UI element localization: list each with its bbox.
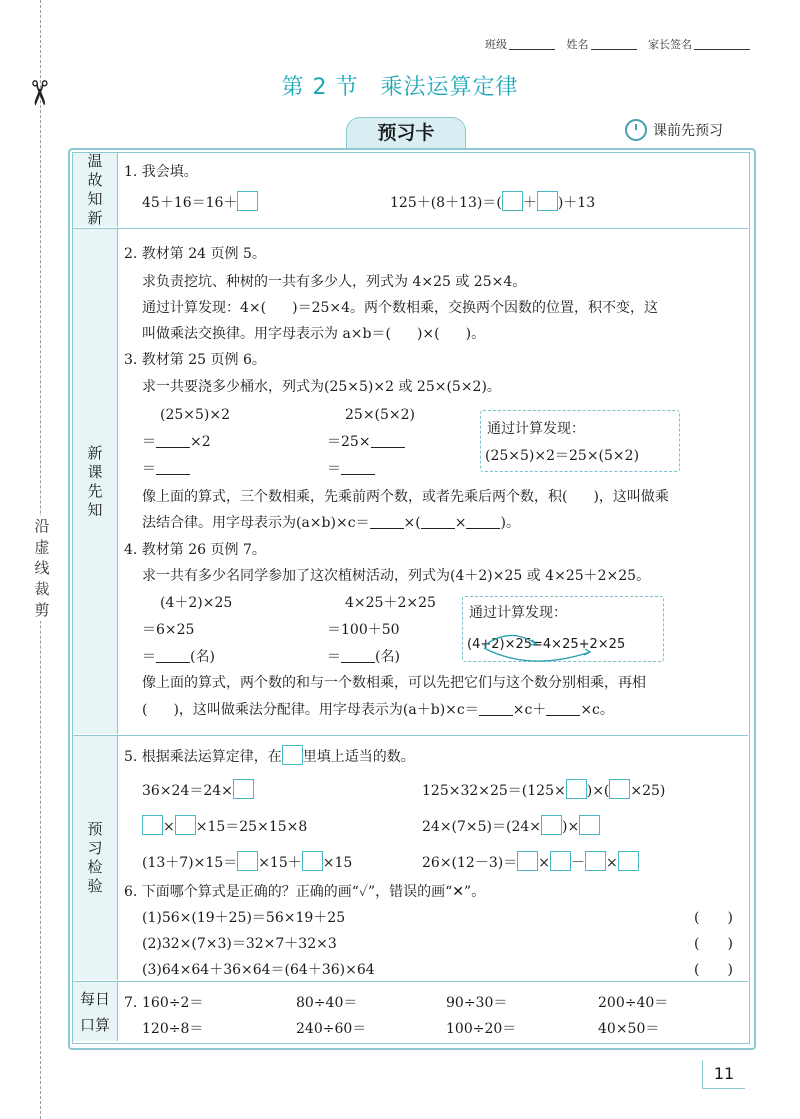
cut-label: 沿虚线裁剪 <box>34 517 50 619</box>
row-divider <box>73 735 748 736</box>
answer-box[interactable] <box>233 779 254 799</box>
answer-blank[interactable] <box>156 662 190 663</box>
q3-col1-r2: ＝ ×2 <box>142 434 211 450</box>
q4-col1-r2: ＝6×25 <box>142 622 195 638</box>
q6-item-1: (1)56×(19＋25)＝56×19＋25 <box>142 910 346 926</box>
q1-a: 45＋16＝16＋ <box>142 191 258 213</box>
answer-box[interactable] <box>237 191 258 211</box>
q3-col1-r1: (25×5)×2 <box>160 407 231 423</box>
page-number: 11 <box>702 1060 745 1089</box>
q2-title: 2. 教材第 24 页例 5。 <box>124 246 266 262</box>
q4-line2: 像上面的算式，两个数的和与一个数相乘，可以先把它们与这个数分别相乘，再相 <box>142 675 646 691</box>
q6-title: 6. 下面哪个算式是正确的？正确的画“✓”，错误的画“✕”。 <box>124 884 486 900</box>
answer-box[interactable] <box>541 815 562 835</box>
answer-box[interactable] <box>537 191 558 211</box>
answer-blank[interactable] <box>156 474 190 475</box>
q3-col2-r3: ＝ <box>327 459 375 479</box>
q7-r1-c4: 200÷40＝ <box>598 995 669 1011</box>
q4-discovery-box: 通过计算发现： (4+2)×25=4×25+2×25 <box>462 596 664 662</box>
q7-r2-c4: 40×50＝ <box>598 1021 660 1037</box>
row-divider <box>73 228 748 229</box>
sidebar-new: 新课先知 <box>73 229 118 734</box>
parent-signature-label: 家长签名 <box>648 38 692 51</box>
parent-signature-field[interactable] <box>694 49 750 50</box>
q4-col2-r1: 4×25＋2×25 <box>345 595 436 611</box>
sidebar-review: 温故知新 <box>73 153 118 227</box>
q2-line3: 叫做乘法交换律。用字母表示为 a×b＝( )×( )。 <box>142 326 486 342</box>
section-title: 第 2 节 乘法运算定律 <box>281 75 519 100</box>
q4-line3: ( )，这叫做乘法分配律。用字母表示为(a＋b)×c＝ ×c＋ ×c。 <box>142 702 614 718</box>
answer-box[interactable] <box>302 851 323 871</box>
q3-line2: 像上面的算式，三个数相乘，先乘前两个数，或者先乘后两个数，积( )，这叫做乘 <box>142 489 669 505</box>
q7-r1-c1: 160÷2＝ <box>142 995 204 1011</box>
q1-b: 125＋(8＋13)＝( ＋ )＋13 <box>390 191 595 213</box>
answer-box[interactable] <box>517 851 538 871</box>
q3-line1: 求一共要浇多少桶水，列式为(25×5)×2 或 25×(5×2)。 <box>142 379 501 395</box>
answer-box[interactable] <box>579 815 600 835</box>
answer-blank[interactable] <box>466 528 500 529</box>
q7-r1-c2: 80÷40＝ <box>296 995 358 1011</box>
answer-box[interactable] <box>550 851 571 871</box>
q4-title: 4. 教材第 26 页例 7。 <box>124 542 266 558</box>
q3-discovery-box: 通过计算发现： (25×5)×2＝25×(5×2) <box>480 410 680 472</box>
q7-r2-c3: 100÷20＝ <box>446 1021 517 1037</box>
q5-r2-right: 24×(7×5)＝(24× )× <box>422 815 600 837</box>
q4-col2-r2: ＝100＋50 <box>327 622 400 638</box>
q5-r3-right: 26×(12－3)＝ × － × <box>422 851 639 873</box>
row-divider <box>73 981 748 982</box>
scissors-icon: ✂ <box>18 78 59 108</box>
q5-r1-left: 36×24＝24× <box>142 779 254 801</box>
q5-r3-left: (13＋7)×15＝ ×15＋ ×15 <box>142 851 352 873</box>
answer-box[interactable] <box>175 815 196 835</box>
answer-box[interactable] <box>142 815 163 835</box>
q7-label: 7. <box>124 995 138 1011</box>
answer-blank[interactable] <box>156 447 190 448</box>
q5-r1-right: 125×32×25＝(125× )×( ×25) <box>422 779 665 801</box>
q4-line1: 求一共有多少名同学参加了这次植树活动，列式为(4＋2)×25 或 4×25＋2×25。 <box>142 568 651 584</box>
q3-col2-r1: 25×(5×2) <box>345 407 416 423</box>
class-field[interactable] <box>509 49 555 50</box>
q7-r1-c3: 90÷30＝ <box>446 995 508 1011</box>
q3-col1-r3: ＝ <box>142 459 190 479</box>
q7-r2-c2: 240÷60＝ <box>296 1021 367 1037</box>
answer-box[interactable] <box>585 851 606 871</box>
card-title: 预习卡 <box>346 117 466 148</box>
answer-blank[interactable] <box>371 447 405 448</box>
answer-blank[interactable] <box>479 715 513 716</box>
sidebar-daily: 每日口算 <box>73 982 118 1041</box>
q3-line3: 法结合律。用字母表示为(a×b)×c＝ ×( × )。 <box>142 515 520 531</box>
name-field[interactable] <box>591 49 637 50</box>
distribution-arrows <box>470 622 650 672</box>
q1-title: 1. 我会填。 <box>124 164 198 180</box>
q6-mark-3[interactable]: ( ) <box>694 962 733 978</box>
answer-blank[interactable] <box>341 474 375 475</box>
answer-box[interactable] <box>618 851 639 871</box>
student-info-fields <box>485 36 750 52</box>
class-label: 班级 <box>485 38 507 51</box>
answer-box[interactable] <box>609 779 630 799</box>
q5-r2-left: × ×15＝25×15×8 <box>142 815 307 837</box>
q4-col1-r3: ＝ (名) <box>142 649 215 665</box>
alarm-clock-icon <box>625 119 647 141</box>
name-label: 姓名 <box>566 38 589 51</box>
q2-line2: 通过计算发现：4×( )＝25×4。两个数相乘，交换两个因数的位置，积不变，这 <box>142 300 659 316</box>
answer-blank[interactable] <box>546 715 580 716</box>
q4-col2-r3: ＝ (名) <box>327 649 400 665</box>
q2-line1: 求负责挖坑、种树的一共有多少人，列式为 4×25 或 25×4。 <box>142 274 527 290</box>
answer-box[interactable] <box>502 191 523 211</box>
q5-title: 5. 根据乘法运算定律，在 里填上适当的数。 <box>124 745 415 767</box>
sidebar-check: 预习检验 <box>73 736 118 980</box>
preview-tag: 课前先预习 <box>625 119 723 141</box>
answer-blank[interactable] <box>370 528 404 529</box>
answer-blank[interactable] <box>421 528 455 529</box>
q4-col1-r1: (4＋2)×25 <box>160 595 233 611</box>
q6-item-2: (2)32×(7×3)＝32×7＋32×3 <box>142 936 337 952</box>
q3-title: 3. 教材第 25 页例 6。 <box>124 352 266 368</box>
q3-col2-r2: ＝25× <box>327 432 405 452</box>
box-icon <box>282 745 303 765</box>
q6-mark-1[interactable]: ( ) <box>694 910 733 926</box>
q7-r2-c1: 120÷8＝ <box>142 1021 204 1037</box>
answer-box[interactable] <box>566 779 587 799</box>
answer-blank[interactable] <box>341 662 375 663</box>
q6-mark-2[interactable]: ( ) <box>694 936 733 952</box>
q6-item-3: (3)64×64＋36×64＝(64＋36)×64 <box>142 962 375 978</box>
answer-box[interactable] <box>237 851 258 871</box>
